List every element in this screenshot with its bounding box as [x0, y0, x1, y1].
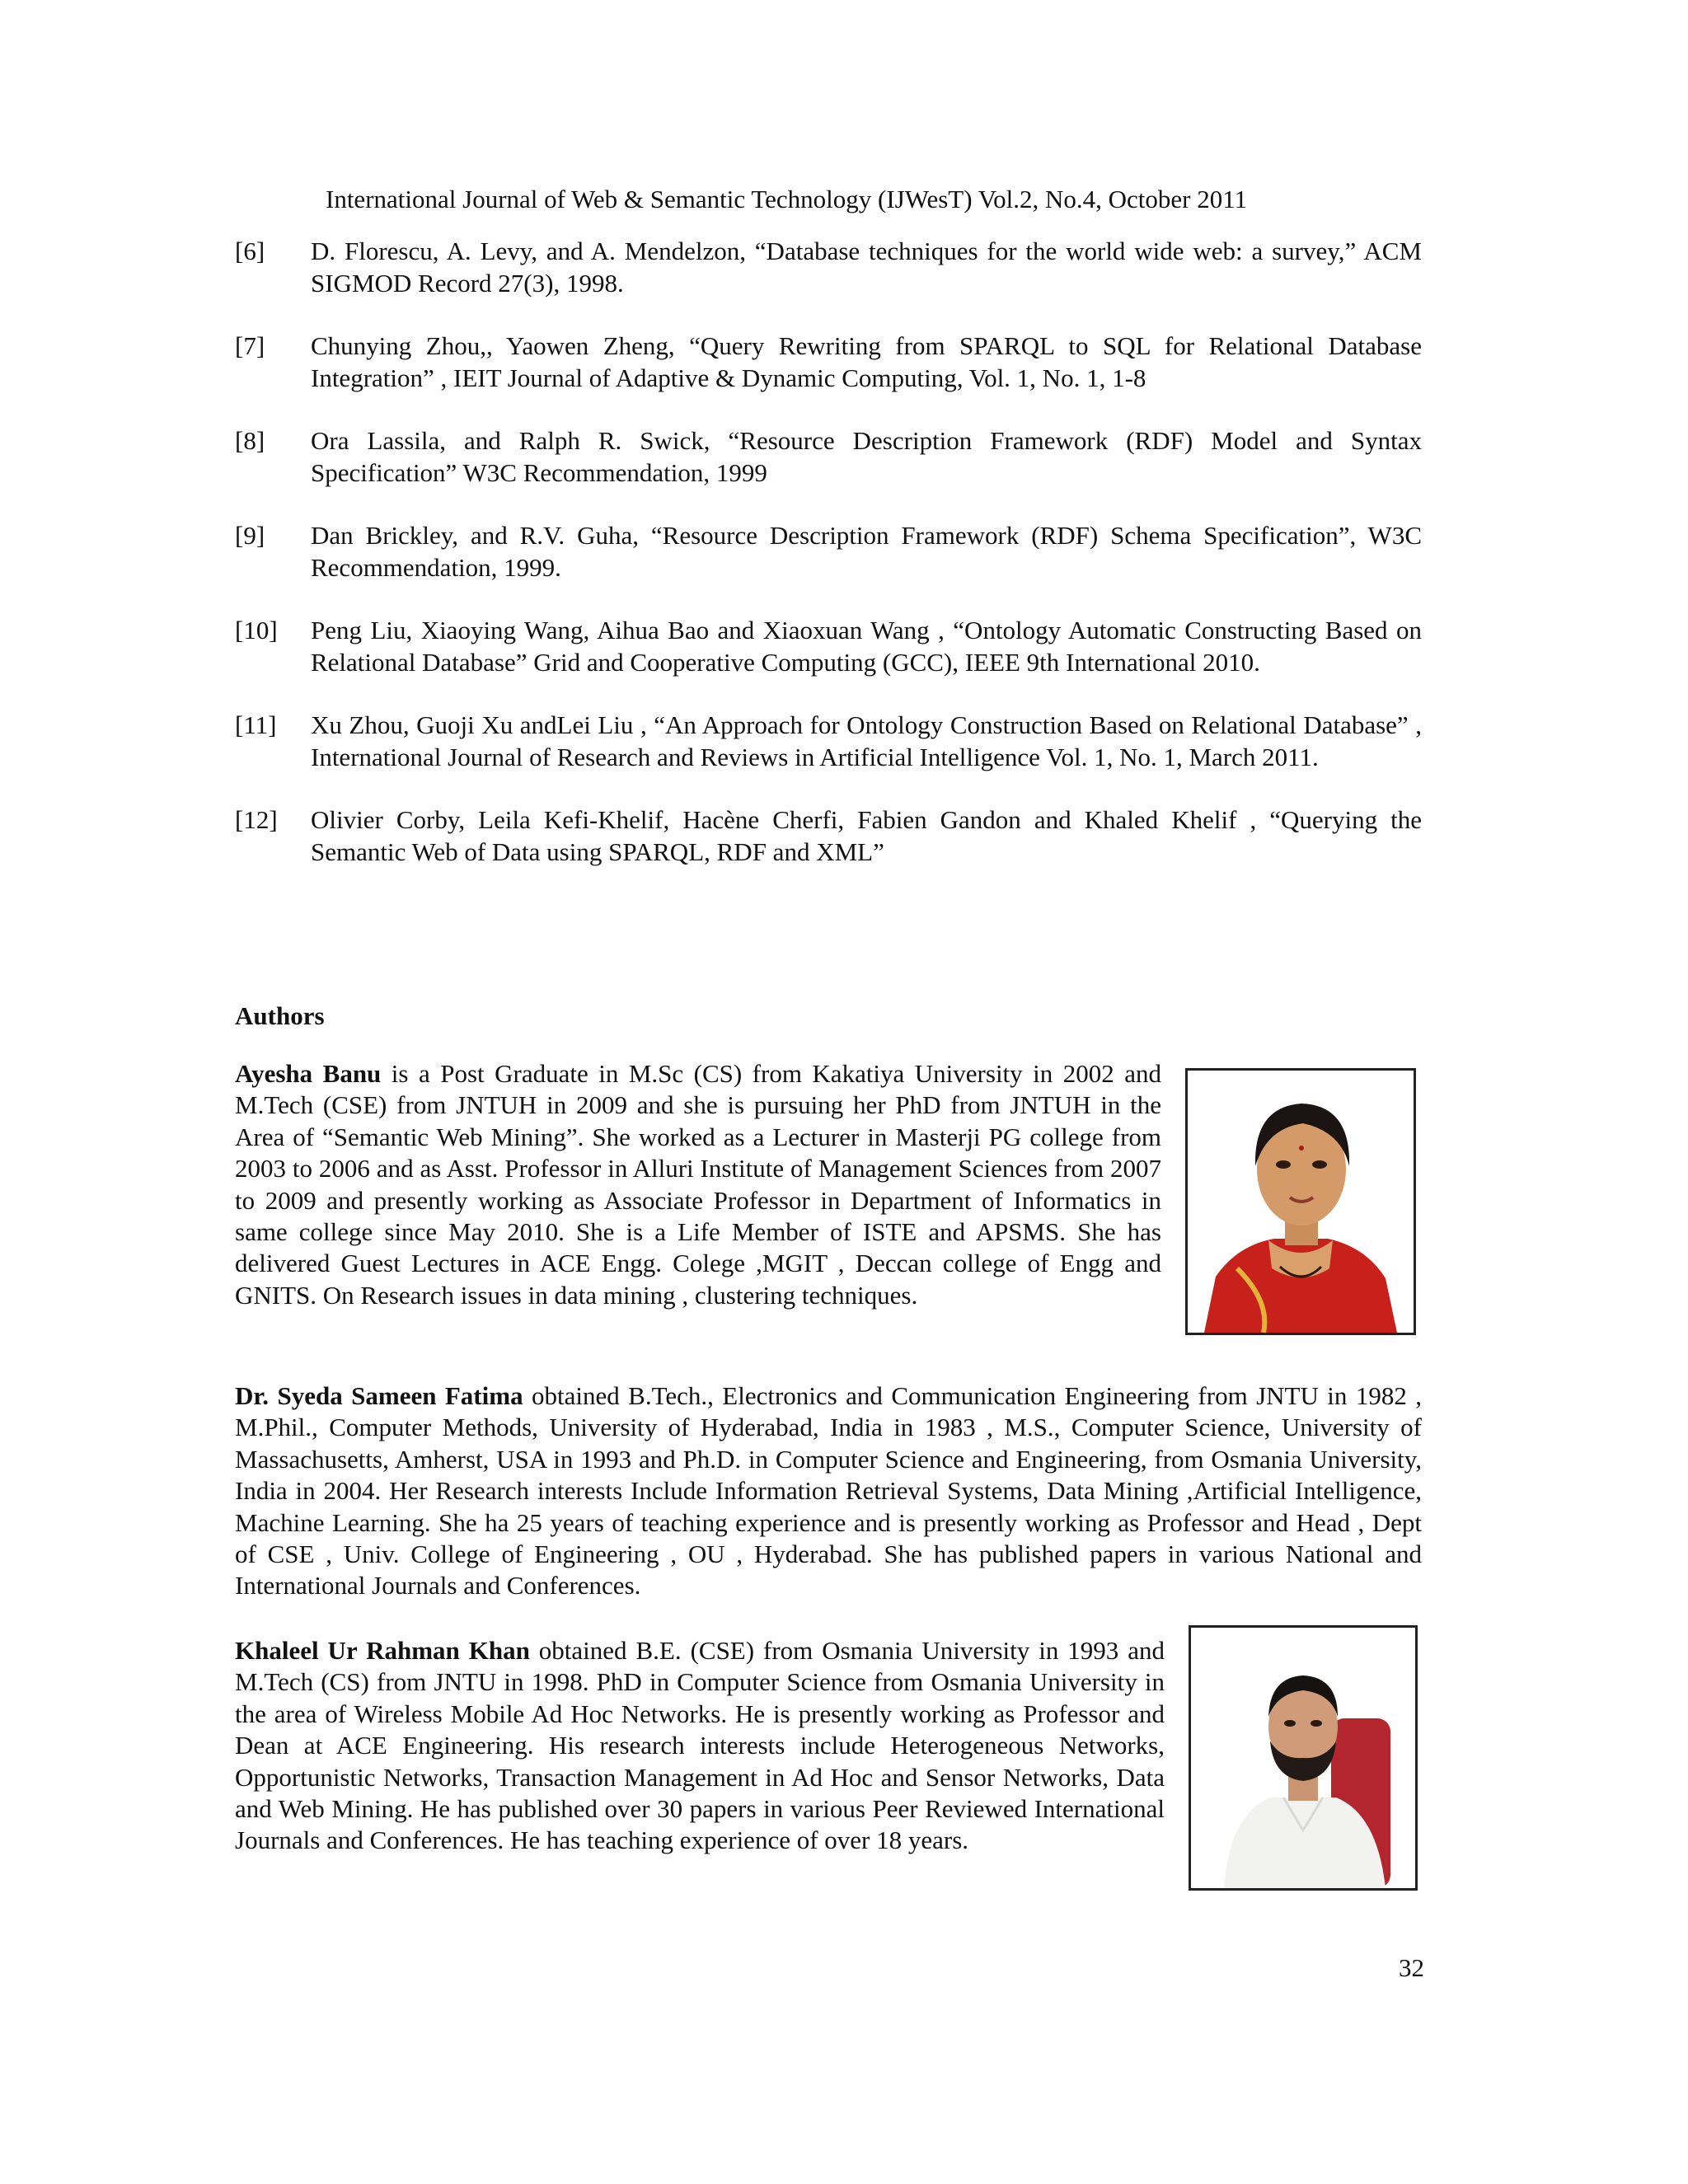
author-bio-text: obtained B.Tech., Electronics and Communication Engineering from JNTU in 1982 , M.Phil., Computer Methods, University of Hyderabad, India in 1983 , M.S., Computer Science, University of Massachusetts, Amherst, USA in 1993 and Ph.D. in Computer Science and Engineering, from Osmania University, India in 2004. Her Research interests Include Information Retrieval Systems, Data Mining ,Artificial Intelligence, Machine Learning. She ha 25 years of teaching experience and is presently working as Professor and Head , Dept of CSE , Univ. College of Engineering , OU , Hyderabad. She has published papers in various National and International Journals and Conferences.: [235, 1381, 1423, 1601]
reference-item: [235, 425, 1422, 489]
reference-number: [7]: [235, 331, 265, 360]
reference-item: [235, 236, 1422, 299]
author-bio: [235, 1635, 1165, 1857]
reference-item: [235, 615, 1422, 678]
author-name: Ayesha Banu: [235, 1059, 382, 1088]
woman-portrait-icon: [1188, 1071, 1414, 1333]
reference-number: [6]: [235, 237, 265, 265]
reference-item: [235, 520, 1422, 583]
page-number: 32: [1399, 1953, 1424, 1982]
author-photo: [1185, 1068, 1416, 1335]
reference-text: Peng Liu, Xiaoying Wang, Aihua Bao and Xiaoxuan Wang , “Ontology Automatic Constructing Based on Relational Database” Grid and Cooperative Computing (GCC), IEEE 9th International 2010.: [311, 616, 1422, 677]
reference-text: D. Florescu, A. Levy, and A. Mendelzon, “Database techniques for the world wide web: a survey,” ACM SIGMOD Record 27(3), 1998.: [311, 237, 1422, 298]
reference-list: [235, 236, 1422, 899]
authors-heading: Authors: [235, 1001, 325, 1030]
reference-number: [12]: [235, 805, 278, 834]
reference-number: [8]: [235, 426, 265, 455]
reference-text: Xu Zhou, Guoji Xu andLei Liu , “An Approach for Ontology Construction Based on Relational Database” , International Journal of Research and Reviews in Artificial Intelligence Vol. 1, No. 1, March 2011.: [311, 710, 1422, 771]
reference-number: [11]: [235, 710, 277, 739]
reference-item: [235, 804, 1422, 868]
author-bio-text: is a Post Graduate in M.Sc (CS) from Kakatiya University in 2002 and M.Tech (CSE) from JNTUH in 2009 and she is pursuing her PhD from JNTUH in the Area of “Semantic Web Mining”. She worked as a Lecturer in Masterji PG college from 2003 to 2006 and as Asst. Professor in Alluri Institute of Management Sciences from 2007 to 2009 and presently working as Associate Professor in Department of Informatics in same college since May 2010. She is a Life Member of ISTE and APSMS. She has delivered Guest Lectures in ACE Engg. Colege ,MGIT , Deccan college of Engg and GNITS. On Research issues in data mining , clustering techniques.: [235, 1059, 1162, 1310]
author-name: Dr. Syeda Sameen Fatima: [235, 1381, 523, 1410]
reference-text: Ora Lassila, and Ralph R. Swick, “Resource Description Framework (RDF) Model and Syntax Specification” W3C Recommendation, 1999: [311, 426, 1422, 487]
running-header: International Journal of Web & Semantic Technology (IJWesT) Vol.2, No.4, October 2011: [326, 185, 1248, 213]
author-bio-text: obtained B.E. (CSE) from Osmania University in 1993 and M.Tech (CS) from JNTU in 1998. PhD in Computer Science from Osmania University in the area of Wireless Mobile Ad Hoc Networks. He is presently working as Professor and Dean at ACE Engineering. His research interests include Heterogeneous Networks, Opportunistic Networks, Transaction Management in Ad Hoc and Sensor Networks, Data and Web Mining. He has published over 30 papers in various Peer Reviewed International Journals and Conferences. He has teaching experience of over 18 years.: [235, 1636, 1165, 1855]
reference-item: [235, 710, 1422, 773]
reference-item: [235, 330, 1422, 394]
author-photo: [1189, 1625, 1418, 1891]
reference-number: [9]: [235, 521, 265, 550]
reference-text: Dan Brickley, and R.V. Guha, “Resource Description Framework (RDF) Schema Specification”, W3C Recommendation, 1999.: [311, 521, 1422, 582]
reference-text: Olivier Corby, Leila Kefi-Khelif, Hacène Cherfi, Fabien Gandon and Khaled Khelif , “Querying the Semantic Web of Data using SPARQL, RDF and XML”: [311, 805, 1422, 866]
author-bio: [235, 1058, 1161, 1311]
author-bio: [235, 1380, 1422, 1602]
man-portrait-icon: [1191, 1628, 1415, 1888]
author-name: Khaleel Ur Rahman Khan: [235, 1636, 530, 1665]
reference-text: Chunying Zhou,, Yaowen Zheng, “Query Rewriting from SPARQL to SQL for Relational Database Integration” , IEIT Journal of Adaptive & Dynamic Computing, Vol. 1, No. 1, 1-8: [311, 331, 1422, 392]
reference-number: [10]: [235, 616, 278, 644]
